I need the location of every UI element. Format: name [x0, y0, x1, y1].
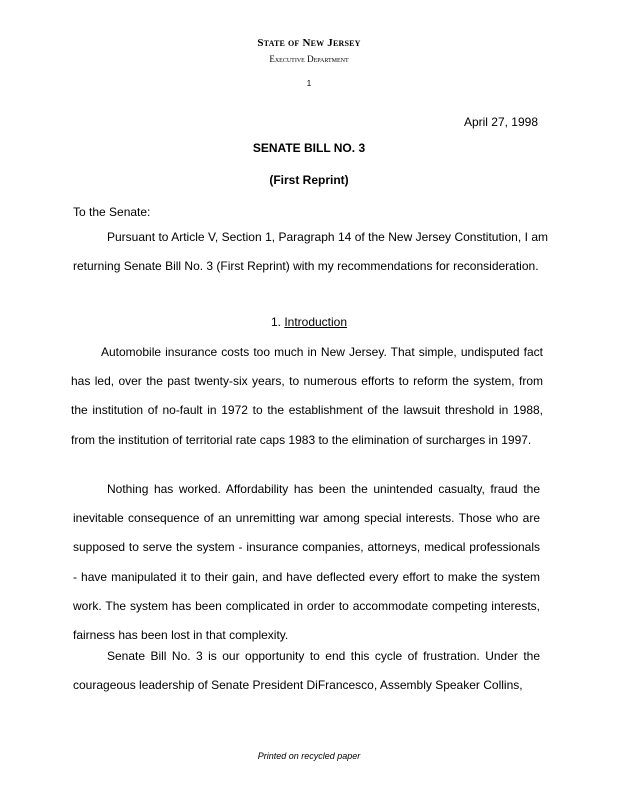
section-number: 1. [270, 315, 281, 329]
paragraph-body-2 [73, 475, 540, 650]
paragraph-text: Senate Bill No. 3 is our opportunity to end this cycle of frustration. Under the courageous leadership of Senate President DiFrancesco, Assembly Speaker Collins, [73, 649, 540, 693]
section-title: Introduction [284, 315, 348, 329]
paragraph-body-3 [73, 642, 540, 700]
section-heading [0, 315, 618, 329]
paragraph-body-1 [71, 338, 543, 455]
paragraph-text: Automobile insurance costs too much in New Jersey. That simple, undisputed fact has led, over the past twenty-six years, to numerous efforts to reform the system, from the institution of no-fault in 1972 to the establishment of the lawsuit threshold in 1988, from the institution of territorial rate caps 1983 to the elimination of surcharges in 1997. [71, 345, 543, 447]
document-date: April 27, 1998 [463, 115, 538, 129]
letterhead-department: Executive Department [269, 54, 349, 64]
paragraph-text: Pursuant to Article V, Section 1, Paragraph 14 of the New Jersey Constitution, I am returning Senate Bill No. 3 (First Reprint) with my recommendations for reconsideration. [73, 230, 548, 274]
paragraph-intro [73, 223, 548, 281]
page-number: 1 [306, 79, 312, 88]
bill-title: SENATE BILL NO. 3 [252, 141, 366, 155]
salutation: To the Senate: [73, 205, 151, 219]
footer-note: Printed on recycled paper [257, 751, 361, 761]
paragraph-text: Nothing has worked. Affordability has been the unintended casualty, fraud the inevitable consequence of an unremitting war among special interests. Those who are supposed to serve the system - insurance companies, attorneys, medical professionals - have manipulated it to their gain, and have deflected every effort to make the system work. The system has been complicated in order to accommodate competing interests, fairness has been lost in that complexity. [73, 482, 540, 643]
bill-subtitle: (First Reprint) [269, 173, 349, 187]
letterhead-state: State of New Jersey [257, 37, 361, 49]
